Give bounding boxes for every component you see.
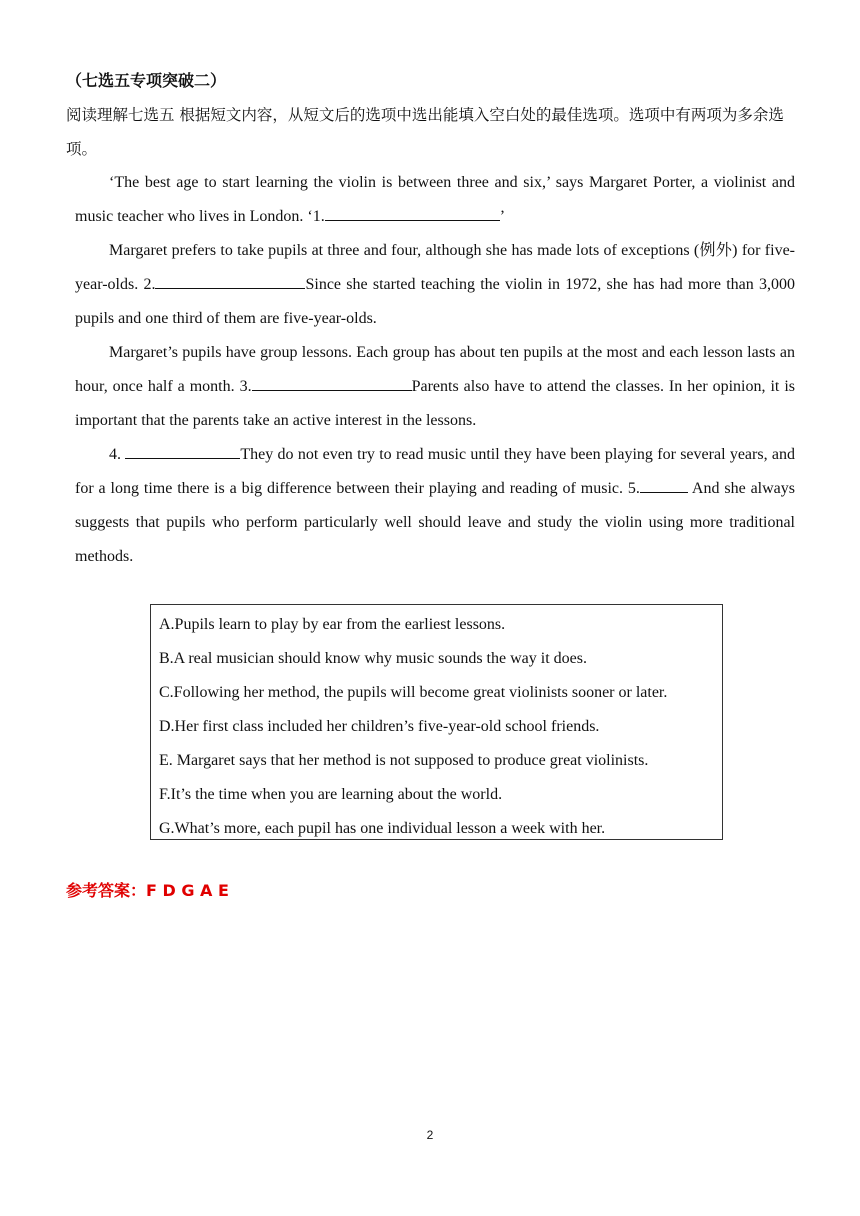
paragraph-3-text-end: Parents also have to attend the classes. In her opinion, it is important that the parents take an active interest in the lessons. — [75, 378, 795, 429]
paragraph-2-text-end: Since she started teaching the violin in 1972, she has had more than 3,000 pupils and one third of them are five-year-olds. — [75, 276, 795, 327]
option-c: C.Following her method, the pupils will become great violinists sooner or later. — [159, 684, 668, 701]
blank-2[interactable] — [155, 270, 305, 289]
paragraph-1-close-quote: ’ — [499, 208, 506, 225]
answer-key: 参考答案：F D G A E — [66, 881, 229, 900]
paragraph-4 — [75, 438, 795, 574]
paragraph-1-text: ‘The best age to start learning the violin is between three and six,’ says Margaret Porter, a violinist and music teacher who lives in London. ‘1. — [75, 174, 795, 225]
blank-5[interactable] — [640, 474, 688, 493]
option-d: D.Her first class included her children’s five-year-old school friends. — [159, 718, 600, 735]
paragraph-2 — [75, 234, 795, 336]
section-title: （七选五专项突破二） — [66, 71, 227, 90]
paragraph-4-text-end: And she always suggests that pupils who perform particularly well should leave and study the violin using more traditional methods. — [75, 480, 795, 565]
blank-3[interactable] — [252, 372, 412, 391]
blank-4[interactable] — [125, 440, 240, 459]
blank-1[interactable] — [325, 202, 500, 221]
option-b: B.A real musician should know why music sounds the way it does. — [159, 650, 587, 667]
reading-passage — [75, 166, 795, 574]
paragraph-1 — [75, 166, 795, 234]
paragraph-2-text-start: Margaret prefers to take pupils at three and four, although she has made lots of exceptions (例外) for five-year-olds. 2. — [75, 242, 795, 293]
option-a: A.Pupils learn to play by ear from the earliest lessons. — [159, 616, 506, 633]
paragraph-4-number: 4. — [109, 446, 126, 463]
paragraph-4-text-middle: They do not even try to read music until they have been playing for several years, and for a long time there is a big difference between their playing and reading of music. 5. — [75, 446, 796, 497]
option-g: G.What’s more, each pupil has one individual lesson a week with her. — [159, 820, 606, 837]
paragraph-3-text-start: Margaret’s pupils have group lessons. Each group has about ten pupils at the most and each lesson lasts an hour, once half a month. 3. — [75, 344, 795, 395]
page-number: 2 — [426, 1128, 434, 1142]
paragraph-3 — [75, 336, 795, 438]
option-e: E. Margaret says that her method is not supposed to produce great violinists. — [159, 752, 649, 769]
options-box — [150, 604, 723, 840]
instruction-text: 阅读理解七选五 根据短文内容，从短文后的选项中选出能填入空白处的最佳选项。选项中有两项为多余选项。 — [66, 106, 784, 158]
option-f: F.It’s the time when you are learning about the world. — [159, 786, 503, 803]
